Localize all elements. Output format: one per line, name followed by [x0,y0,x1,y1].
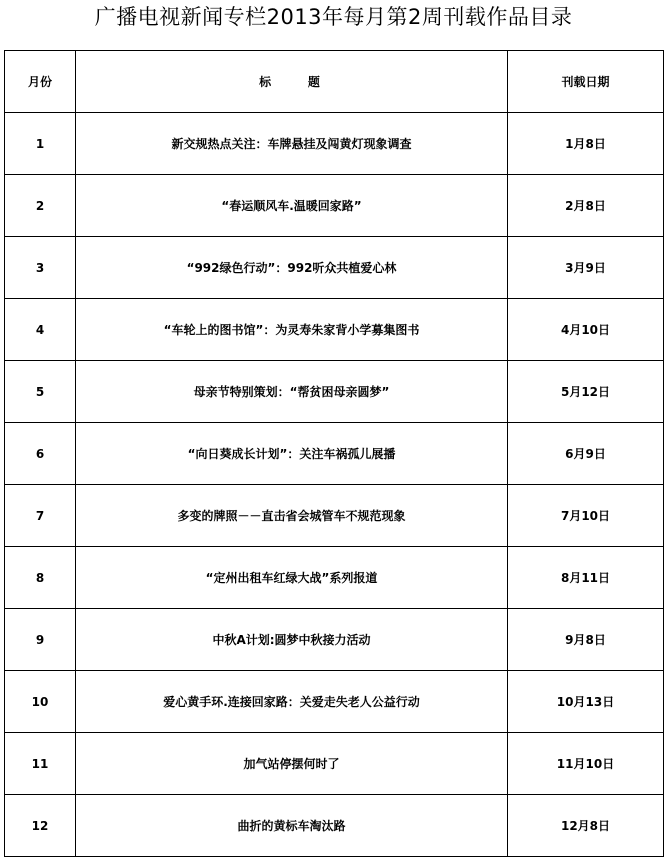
table-row [5,547,664,609]
table-header-row [5,51,664,113]
row-title: 加气站停摆何时了 [76,733,508,795]
row-date: 5月12日 [508,361,664,423]
row-month: 2 [5,175,76,237]
row-date: 4月10日 [508,299,664,361]
row-month: 12 [5,795,76,857]
row-month: 5 [5,361,76,423]
row-title: 新交规热点关注：车牌悬挂及闯黄灯现象调查 [76,113,508,175]
table-row [5,671,664,733]
table-row [5,299,664,361]
row-month: 1 [5,113,76,175]
page-title: 广播电视新闻专栏2013年每月第2周刊载作品目录 [94,5,573,29]
row-title: 爱心黄手环.连接回家路：关爱走失老人公益行动 [76,671,508,733]
row-date: 11月10日 [508,733,664,795]
header-title: 标 题 [76,51,508,113]
row-date: 7月10日 [508,485,664,547]
table-row [5,175,664,237]
row-title: 母亲节特别策划：“帮贫困母亲圆梦” [76,361,508,423]
row-title: “定州出租车红绿大战”系列报道 [76,547,508,609]
row-title: “春运顺风车.温暖回家路” [76,175,508,237]
row-title: “向日葵成长计划”：关注车祸孤儿展播 [76,423,508,485]
table-row [5,423,664,485]
row-date: 1月8日 [508,113,664,175]
row-month: 11 [5,733,76,795]
catalog-table [4,50,664,857]
table-row [5,361,664,423]
row-month: 7 [5,485,76,547]
row-date: 8月11日 [508,547,664,609]
header-date: 刊载日期 [508,51,664,113]
row-month: 6 [5,423,76,485]
row-month: 8 [5,547,76,609]
table-row [5,237,664,299]
table-row [5,609,664,671]
table-row [5,485,664,547]
row-date: 3月9日 [508,237,664,299]
row-title: 曲折的黄标车淘汰路 [76,795,508,857]
row-date: 12月8日 [508,795,664,857]
table-row [5,795,664,857]
row-month: 9 [5,609,76,671]
row-title: “车轮上的图书馆”：为灵寿朱家背小学募集图书 [76,299,508,361]
row-month: 4 [5,299,76,361]
row-month: 10 [5,671,76,733]
row-title: 中秋A计划:圆梦中秋接力活动 [76,609,508,671]
table-row [5,113,664,175]
row-title: 多变的牌照－－直击省会城管车不规范现象 [76,485,508,547]
row-date: 2月8日 [508,175,664,237]
table-row [5,733,664,795]
row-title: “992绿色行动”：992听众共植爱心林 [76,237,508,299]
row-date: 10月13日 [508,671,664,733]
row-date: 6月9日 [508,423,664,485]
row-month: 3 [5,237,76,299]
row-date: 9月8日 [508,609,664,671]
header-month: 月份 [5,51,76,113]
